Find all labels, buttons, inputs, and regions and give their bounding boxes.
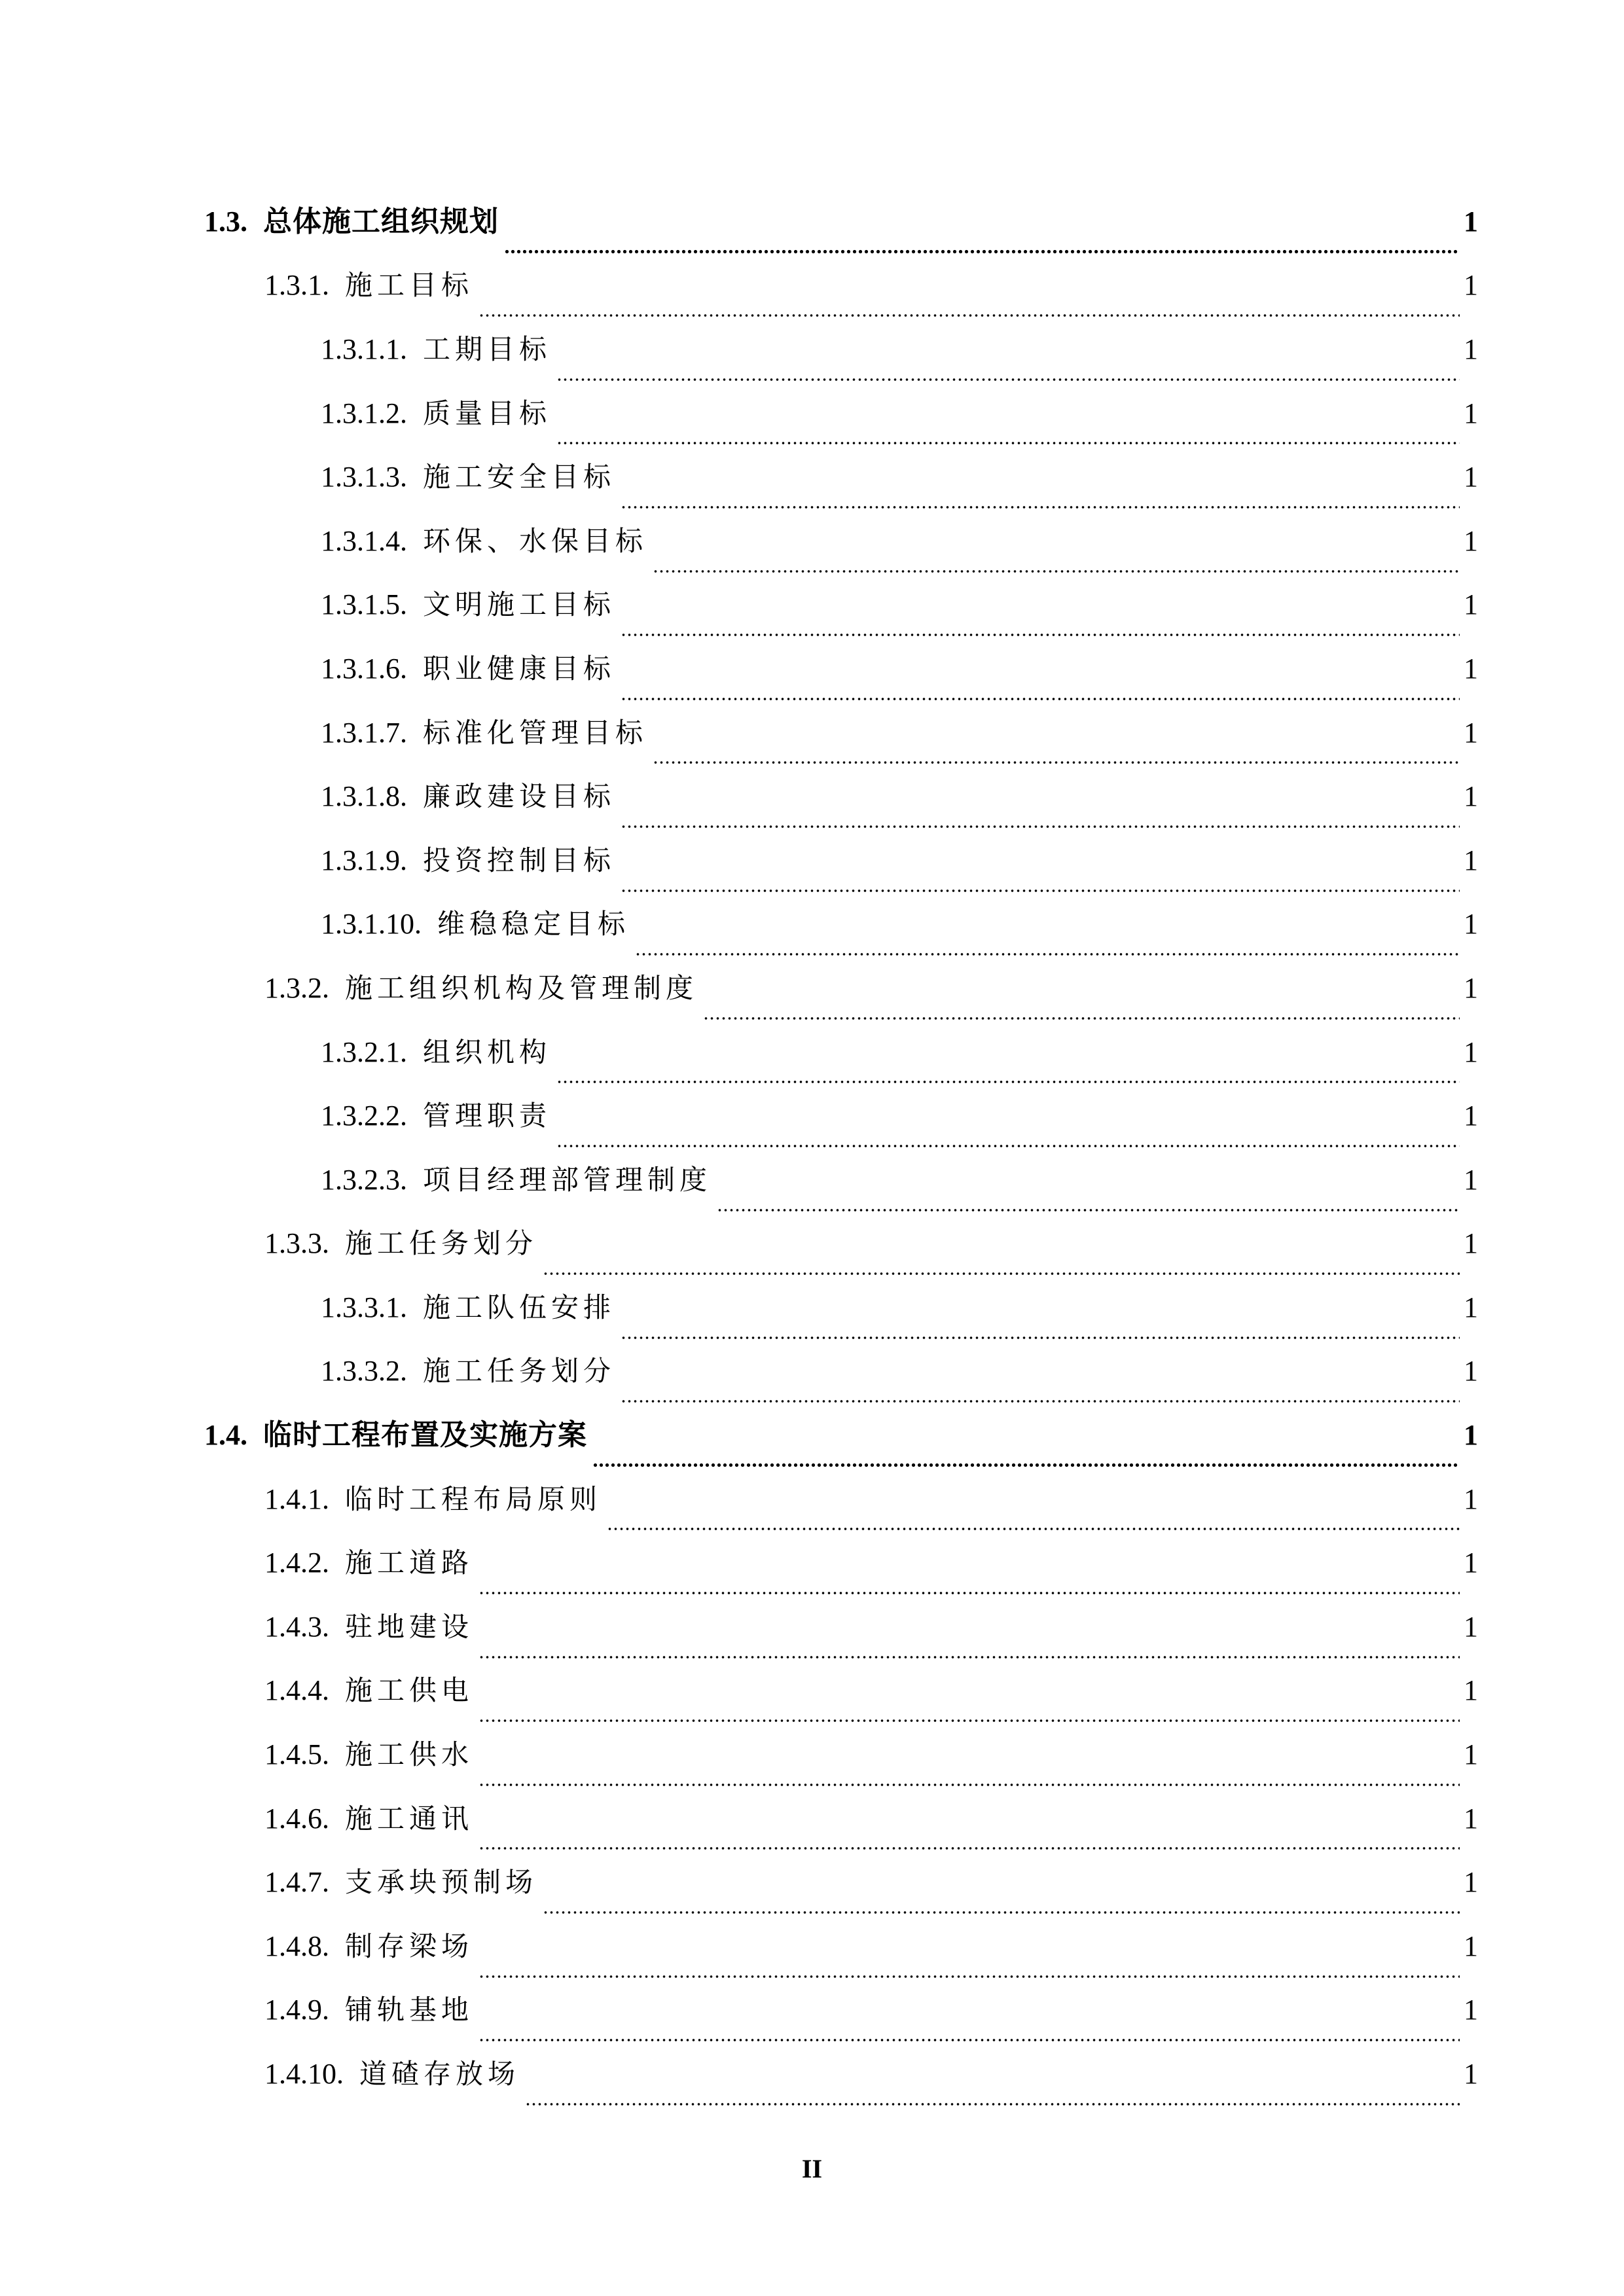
dot-leader [504,232,1460,254]
toc-entry[interactable] [0,893,1624,957]
toc-entry-number: 1.3.2.2. [321,1100,407,1132]
dot-leader [556,1126,1460,1148]
toc-entry-number: 1.4.5. [264,1738,329,1771]
toc-entry-page: 1 [1464,1547,1478,1579]
toc-entry-number: 1.3.1.1. [321,332,407,365]
dot-leader [703,998,1460,1020]
toc-entry-page: 1 [1464,1035,1478,1068]
toc-entry[interactable] [0,701,1624,765]
toc-entry-number: 1.3.1.10. [321,908,422,941]
dot-leader [653,551,1460,573]
toc-entry-page: 1 [1464,1227,1478,1260]
dot-leader [621,1318,1460,1340]
toc-entry-number: 1.4.1. [264,1482,329,1515]
toc-entry-page: 1 [1464,1674,1478,1707]
dot-leader [543,1892,1460,1914]
dot-leader [621,870,1460,893]
dot-leader [478,1828,1460,1850]
dot-leader [478,1573,1460,1595]
toc-entry-number: 1.3.1.4. [321,524,407,557]
toc-entry[interactable] [0,1467,1624,1532]
toc-entry-title: 道碴存放场 [359,2058,520,2090]
toc-entry-title: 管理职责 [423,1100,552,1132]
toc-entry-title: 文明施工目标 [423,588,616,621]
toc-entry-title: 廉政建设目标 [423,780,616,813]
toc-entry-page: 1 [1464,1163,1478,1196]
toc-entry-number: 1.3.1. [264,269,329,302]
toc-entry[interactable] [0,509,1624,573]
toc-entry[interactable] [0,2042,1624,2106]
toc-entry[interactable] [0,1914,1624,1979]
toc-entry-page: 1 [1464,716,1478,749]
toc-entry-number: 1.3.3.1. [321,1291,407,1323]
toc-entry[interactable] [0,1276,1624,1340]
dot-leader [653,742,1460,764]
toc-entry[interactable] [0,1212,1624,1276]
toc-entry-number: 1.3.2. [264,971,329,1004]
toc-entry-number: 1.3.3. [264,1227,329,1260]
dot-leader [478,1700,1460,1723]
toc-entry-page: 1 [1464,1355,1478,1388]
toc-entry-number: 1.3.3.2. [321,1355,407,1388]
dot-leader [478,1637,1460,1659]
toc-entry-page: 1 [1464,1100,1478,1132]
table-of-contents [0,190,1624,2106]
toc-entry[interactable] [0,1723,1624,1787]
dot-leader [478,295,1460,317]
toc-entry-title: 组织机构 [423,1035,552,1068]
toc-entry-number: 1.4.6. [264,1802,329,1835]
toc-entry-title: 制存梁场 [345,1929,474,1962]
toc-entry-page: 1 [1464,524,1478,557]
toc-entry-title: 施工道路 [345,1547,474,1579]
toc-entry-number: 1.3.2.3. [321,1163,407,1196]
toc-entry-page: 1 [1464,1291,1478,1323]
toc-entry-number: 1.3.1.6. [321,652,407,685]
toc-entry-page: 1 [1464,2058,1478,2090]
toc-entry-number: 1.3.1.5. [321,588,407,621]
toc-entry[interactable] [0,764,1624,829]
toc-entry-page: 1 [1464,269,1478,302]
toc-entry-page: 1 [1464,1866,1478,1899]
toc-entry-title: 施工安全目标 [423,461,616,493]
toc-entry-title: 工期目标 [423,332,552,365]
dot-leader [607,1509,1460,1531]
toc-entry-page: 1 [1464,588,1478,621]
dot-leader [621,806,1460,829]
toc-entry-title: 施工目标 [345,269,474,302]
toc-entry-page: 1 [1464,461,1478,493]
toc-entry-number: 1.4.10. [264,2058,344,2090]
toc-entry[interactable] [0,1531,1624,1595]
toc-entry[interactable] [0,1850,1624,1914]
dot-leader [556,423,1460,445]
toc-entry-number: 1.4.7. [264,1866,329,1899]
toc-entry-page: 1 [1464,1610,1478,1643]
toc-entry-number: 1.3.1.8. [321,780,407,813]
toc-entry-number: 1.4. [204,1419,247,1452]
toc-entry-page: 1 [1464,1994,1478,2026]
toc-entry-title: 维稳稳定目标 [437,908,630,941]
toc-entry-page: 1 [1464,1929,1478,1962]
dot-leader [556,359,1460,382]
toc-entry[interactable] [0,829,1624,893]
dot-leader [543,1253,1460,1276]
toc-entry-page: 1 [1464,780,1478,813]
dot-leader [621,679,1460,701]
toc-entry-title: 施工供电 [345,1674,474,1707]
dot-leader [478,1956,1460,1979]
toc-entry[interactable] [0,445,1624,509]
toc-entry-title: 投资控制目标 [423,844,616,876]
toc-entry-title: 施工组织机构及管理制度 [345,971,698,1004]
toc-entry[interactable] [0,382,1624,446]
toc-entry-page: 1 [1464,205,1478,238]
toc-entry[interactable] [0,1148,1624,1212]
toc-entry-number: 1.4.4. [264,1674,329,1707]
toc-entry-title: 施工任务划分 [345,1227,538,1260]
toc-entry-page: 1 [1464,397,1478,429]
toc-entry-page: 1 [1464,971,1478,1004]
dot-leader [478,1765,1460,1787]
toc-entry-title: 支承块预制场 [345,1866,538,1899]
toc-entry-number: 1.3.1.3. [321,461,407,493]
toc-entry-number: 1.4.9. [264,1994,329,2026]
toc-entry-title: 职业健康目标 [423,652,616,685]
dot-leader [621,487,1460,509]
dot-leader [556,1062,1460,1084]
toc-entry-title: 标准化管理目标 [423,716,648,749]
toc-entry-page: 1 [1464,1419,1478,1452]
toc-entry[interactable] [0,1084,1624,1148]
dot-leader [621,1381,1460,1403]
toc-entry-number: 1.3.1.7. [321,716,407,749]
toc-entry[interactable] [0,254,1624,318]
toc-entry[interactable] [0,637,1624,701]
toc-entry-title: 项目经理部管理制度 [423,1163,712,1196]
toc-entry[interactable] [0,956,1624,1020]
toc-entry-number: 1.3.2.1. [321,1035,407,1068]
toc-entry[interactable] [0,1595,1624,1659]
toc-entry[interactable] [0,1979,1624,2043]
toc-entry-number: 1.4.8. [264,1929,329,1962]
toc-entry[interactable] [0,1787,1624,1851]
toc-entry-page: 1 [1464,332,1478,365]
toc-entry-number: 1.4.3. [264,1610,329,1643]
toc-entry-page: 1 [1464,1802,1478,1835]
dot-leader [621,615,1460,637]
dot-leader [525,2084,1460,2106]
toc-entry-page: 1 [1464,1482,1478,1515]
toc-entry-number: 1.3.1.2. [321,397,407,429]
toc-entry-page: 1 [1464,844,1478,876]
toc-entry[interactable] [0,1020,1624,1085]
dot-leader [478,2020,1460,2042]
toc-entry-title: 环保、水保目标 [423,524,648,557]
toc-entry[interactable] [0,317,1624,382]
toc-entry-title: 施工通讯 [345,1802,474,1835]
toc-entry-title: 总体施工组织规划 [263,204,499,238]
dot-leader [635,934,1460,956]
toc-entry[interactable] [0,1340,1624,1404]
toc-entry[interactable] [0,1403,1624,1467]
toc-entry-number: 1.3.1.9. [321,844,407,876]
toc-entry-number: 1.3. [204,205,247,238]
page-footer-number: II [801,2154,823,2183]
toc-entry[interactable] [0,1659,1624,1723]
toc-entry-page: 1 [1464,652,1478,685]
dot-leader [592,1445,1460,1467]
toc-entry-title: 质量目标 [423,397,552,429]
dot-leader [717,1190,1460,1212]
toc-entry-page: 1 [1464,908,1478,941]
toc-entry-title: 施工供水 [345,1738,474,1771]
toc-entry-title: 施工队伍安排 [423,1291,616,1323]
toc-entry-title: 驻地建设 [345,1610,474,1643]
toc-entry-title: 临时工程布局原则 [345,1482,602,1515]
toc-entry-number: 1.4.2. [264,1547,329,1579]
toc-entry[interactable] [0,190,1624,254]
toc-entry-title: 施工任务划分 [423,1355,616,1388]
toc-entry[interactable] [0,573,1624,637]
toc-entry-page: 1 [1464,1738,1478,1771]
toc-entry-title: 铺轨基地 [345,1994,474,2026]
toc-entry-title: 临时工程布置及实施方案 [263,1418,587,1452]
